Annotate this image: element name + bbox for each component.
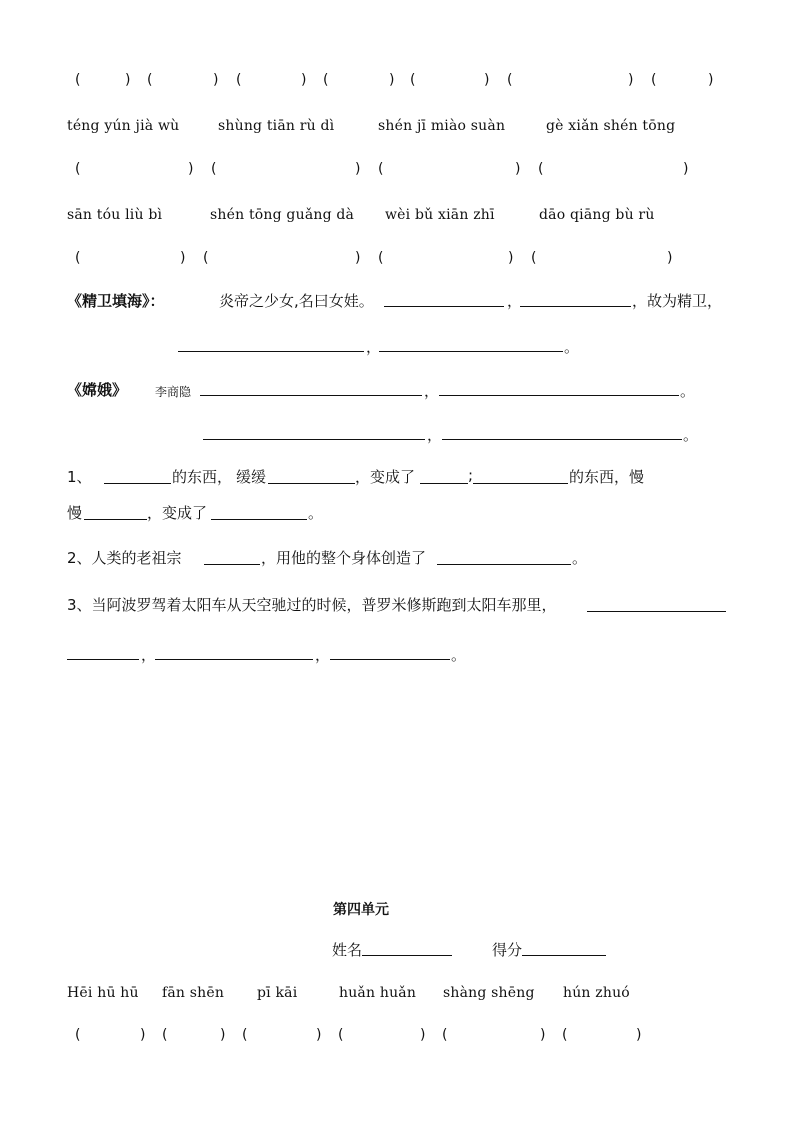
paren-open: (	[75, 250, 81, 266]
q1-text: 缓缓	[236, 468, 267, 486]
answer-blank[interactable]	[439, 381, 679, 396]
pinyin-item: dāo qiāng bù rù	[539, 207, 655, 223]
q1-text: 的东西，慢	[569, 468, 645, 486]
period: 。	[308, 504, 324, 522]
paren-close: )	[316, 1027, 322, 1043]
answer-blank[interactable]	[104, 469, 171, 484]
score-label: 得分	[492, 941, 523, 959]
jingwei-text: 炎帝之少女,名曰女娃。	[219, 292, 374, 310]
paren-open: (	[242, 1027, 248, 1043]
change-author: 李商隐	[155, 385, 192, 399]
answer-blank[interactable]	[587, 597, 726, 612]
paren-open: (	[378, 161, 384, 177]
paren-close: )	[636, 1027, 642, 1043]
paren-close: )	[708, 72, 714, 88]
answer-blank[interactable]	[473, 469, 568, 484]
paren-close: )	[420, 1027, 426, 1043]
paren-close: )	[540, 1027, 546, 1043]
name-label: 姓名	[332, 941, 363, 959]
pinyin-item: pī kāi	[257, 985, 298, 1001]
q2-text: 2、人类的老祖宗	[67, 549, 182, 567]
paren-open: (	[75, 161, 81, 177]
paren-close: )	[389, 72, 395, 88]
period: 。	[572, 549, 588, 567]
paren-close: )	[683, 161, 689, 177]
paren-close: )	[213, 72, 219, 88]
paren-open: (	[531, 250, 537, 266]
paren-close: )	[220, 1027, 226, 1043]
comma: ，	[366, 338, 382, 356]
pinyin-item: shùng tiān rù dì	[218, 118, 335, 134]
pinyin-item: shén tōng guǎng dà	[210, 207, 355, 223]
paren-open: (	[147, 72, 153, 88]
change-title: 《嫦娥》	[67, 381, 128, 399]
paren-open: (	[323, 72, 329, 88]
answer-blank[interactable]	[203, 425, 425, 440]
unit-title: 第四单元	[333, 902, 389, 918]
comma: ，	[507, 292, 523, 310]
q3-text: 3、当阿波罗驾着太阳车从天空驰过的时候，普罗米修斯跑到太阳车那里，	[67, 596, 557, 614]
paren-open: (	[442, 1027, 448, 1043]
pinyin-item: shén jī miào suàn	[378, 118, 506, 134]
q1-text: ，变成了	[147, 504, 208, 522]
jingwei-title: 《精卫填海》：	[67, 292, 165, 310]
answer-blank[interactable]	[178, 337, 364, 352]
q1-text: ;	[468, 466, 474, 484]
paren-open: (	[338, 1027, 344, 1043]
paren-open: (	[651, 72, 657, 88]
answer-blank[interactable]	[384, 292, 504, 307]
paren-open: (	[75, 72, 81, 88]
answer-blank[interactable]	[268, 469, 355, 484]
pinyin-item: hún zhuó	[563, 985, 630, 1001]
paren-close: )	[355, 161, 361, 177]
q1-text: ，变成了	[355, 468, 416, 486]
paren-close: )	[515, 161, 521, 177]
comma: ，	[315, 646, 331, 664]
paren-close: )	[125, 72, 131, 88]
paren-open: (	[162, 1027, 168, 1043]
period: 。	[680, 382, 696, 400]
q2-text: ，用他的整个身体创造了	[261, 549, 427, 567]
paren-open: (	[538, 161, 544, 177]
period: 。	[683, 426, 699, 444]
answer-blank[interactable]	[84, 505, 147, 520]
paren-open: (	[507, 72, 513, 88]
answer-blank[interactable]	[67, 645, 139, 660]
paren-close: )	[508, 250, 514, 266]
pinyin-item: gè xiǎn shén tōng	[546, 118, 676, 134]
answer-blank[interactable]	[155, 645, 313, 660]
paren-open: (	[203, 250, 209, 266]
paren-close: )	[484, 72, 490, 88]
answer-blank[interactable]	[437, 550, 571, 565]
paren-close: )	[667, 250, 673, 266]
paren-close: )	[301, 72, 307, 88]
paren-close: )	[628, 72, 634, 88]
paren-close: )	[188, 161, 194, 177]
comma: ，	[141, 646, 157, 664]
pinyin-item: Hēi hū hū	[67, 985, 139, 1001]
answer-blank[interactable]	[204, 550, 260, 565]
q1-number: 1、	[67, 468, 92, 486]
pinyin-item: sān tóu liù bì	[67, 207, 163, 223]
q1-text: 的东西，	[172, 468, 233, 486]
paren-close: )	[140, 1027, 146, 1043]
q1-text: 慢	[67, 504, 83, 522]
answer-blank[interactable]	[442, 425, 682, 440]
comma: ，	[424, 382, 440, 400]
paren-open: (	[75, 1027, 81, 1043]
comma: ，	[427, 426, 443, 444]
paren-close: )	[180, 250, 186, 266]
paren-open: (	[236, 72, 242, 88]
answer-blank[interactable]	[200, 381, 422, 396]
period: 。	[451, 646, 467, 664]
paren-open: (	[562, 1027, 568, 1043]
name-field[interactable]	[362, 941, 452, 956]
jingwei-mid: ，故为精卫，	[632, 292, 723, 310]
paren-open: (	[378, 250, 384, 266]
answer-blank[interactable]	[379, 337, 563, 352]
pinyin-item: shàng shēng	[443, 985, 535, 1001]
answer-blank[interactable]	[211, 505, 307, 520]
pinyin-item: huǎn huǎn	[339, 985, 417, 1001]
paren-open: (	[211, 161, 217, 177]
score-field[interactable]	[522, 941, 606, 956]
pinyin-item: fān shēn	[162, 985, 225, 1001]
paren-close: )	[355, 250, 361, 266]
answer-blank[interactable]	[420, 469, 468, 484]
paren-open: (	[410, 72, 416, 88]
period: 。	[564, 338, 580, 356]
pinyin-item: wèi bǔ xiān zhī	[385, 207, 495, 223]
answer-blank[interactable]	[520, 292, 631, 307]
answer-blank[interactable]	[330, 645, 450, 660]
pinyin-item: téng yún jià wù	[67, 118, 180, 134]
